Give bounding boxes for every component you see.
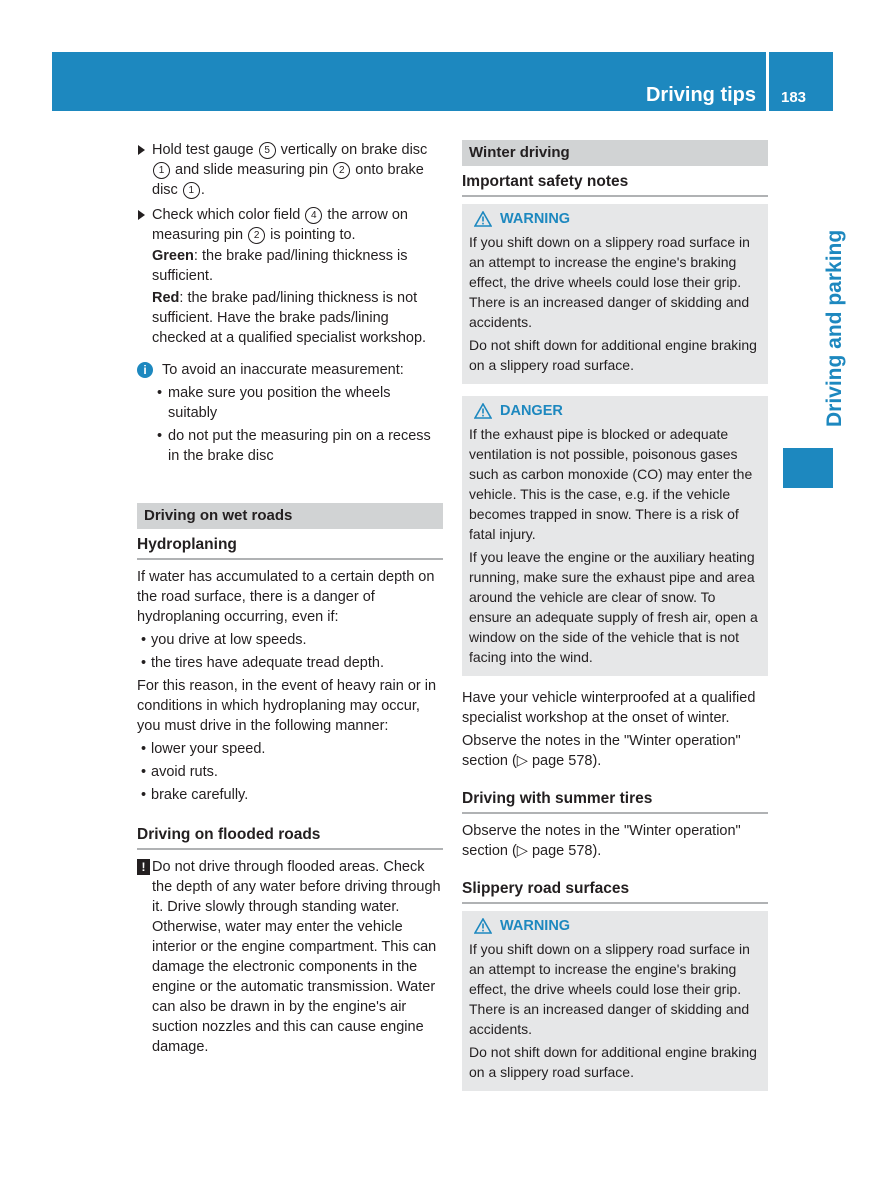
right-column [462, 140, 768, 1091]
page-number-box [769, 52, 833, 111]
step-text: is pointing to. [270, 227, 356, 243]
caution-text: Do not drive through flooded areas. Check the depth of any water before driving through it. Drive slowly through standing water. Otherwise, water may enter the vehicle interior or the engine compartment. This can damage the electronic components in the engine or the automatic transmission. Water can also be drawn in by the engine's air suction nozzles and this can cause engine damage. [152, 859, 441, 1055]
caution-note [137, 857, 443, 1057]
step-check-color [137, 205, 443, 245]
info-icon: i [137, 362, 153, 378]
callout-number: 5 [259, 142, 276, 159]
left-column [137, 140, 443, 1057]
step-text: Hold test gauge [152, 142, 254, 158]
result-text: : the brake pad/lining thickness is sufficient. [152, 248, 408, 284]
danger-label: DANGER [500, 403, 563, 419]
step-hold-gauge [137, 140, 443, 200]
hydroplaning-intro: If water has accumulated to a certain depth on the road surface, there is a danger of hydroplaning occurring, even if: [137, 569, 435, 625]
danger-text: If the exhaust pipe is blocked or adequate ventilation is not possible, poisonous gases such as carbon monoxide (CO) may enter the vehicle. This is the case, e.g. if the vehicle becomes trapped in snow. There is a risk of fatal injury. [469, 426, 753, 542]
list-item: • brake carefully. [137, 785, 443, 805]
warning-text: If you shift down on a slippery road surface in an attempt to increase the engine's braking effect, the drive wheels could lose their grip. There is an increased danger of skidding and accidents. [469, 941, 750, 1037]
callout-number: 2 [333, 162, 350, 179]
page-title: Driving tips [645, 84, 756, 106]
info-note [137, 360, 443, 380]
warning-text: Do not shift down for additional engine braking on a slippery road surface. [469, 337, 757, 373]
list-item: • you drive at low speeds. [137, 630, 443, 650]
danger-header [469, 401, 761, 421]
step-text: . [200, 182, 205, 198]
warning-triangle-icon [474, 403, 492, 419]
subsection-header-hydroplaning: Hydroplaning [137, 533, 443, 560]
callout-number: 2 [248, 227, 265, 244]
subsection-header-flooded: Driving on flooded roads [137, 823, 443, 850]
warning-label: WARNING [500, 918, 571, 934]
result-green [137, 246, 443, 286]
warning-text: Do not shift down for additional engine braking on a slippery road surface. [469, 1044, 757, 1080]
warning-box [462, 911, 768, 1091]
winter-text: Have your vehicle winterproofed at a qualified specialist workshop at the onset of winter. [462, 690, 756, 726]
warning-text: If you shift down on a slippery road surface in an attempt to increase the engine's braking effect, the drive wheels could lose their grip. There is an increased danger of skidding and accidents. [469, 234, 750, 330]
exclamation-icon: ! [137, 859, 150, 875]
list-item: • lower your speed. [137, 739, 443, 759]
chapter-side-tab: Driving and parking [823, 229, 846, 427]
list-item: • do not put the measuring pin on a recess in the brake disc [137, 426, 443, 466]
warning-triangle-icon [474, 211, 492, 227]
danger-text: If you leave the engine or the auxiliary heating running, make sure the exhaust pipe and area around the vehicle are clear of snow. To ensure an adequate supply of fresh air, open a window on the side of the vehicle that is not facing into the wind. [469, 549, 758, 665]
result-red [137, 288, 443, 348]
callout-number: 1 [153, 162, 170, 179]
list-item: • avoid ruts. [137, 762, 443, 782]
subsection-header-slippery: Slippery road surfaces [462, 877, 768, 904]
section-header-wet-roads: Driving on wet roads [137, 503, 443, 529]
hydroplaning-reason: For this reason, in the event of heavy rain or in conditions in which hydroplaning may occur, you must drive in the following manner: [137, 678, 437, 734]
section-header-winter: Winter driving [462, 140, 768, 166]
page-number: 183 [781, 89, 807, 106]
result-text: : the brake pad/lining thickness is not sufficient. Have the brake pads/lining checked at a qualified specialist workshop. [152, 290, 427, 346]
step-text: vertically on brake disc [280, 142, 428, 158]
warning-triangle-icon [474, 918, 492, 934]
warning-header [469, 916, 761, 936]
info-note-intro: To avoid an inaccurate measurement: [162, 362, 404, 378]
step-text: the arrow on measuring pin [152, 207, 408, 243]
subsection-header-summer-tires: Driving with summer tires [462, 787, 768, 814]
winter-text: Observe the notes in the "Winter operation" section (▷ page 578). [462, 733, 741, 769]
list-item: • the tires have adequate tread depth. [137, 653, 443, 673]
label-green: Green [152, 248, 194, 264]
step-text: onto brake disc [152, 162, 424, 198]
callout-number: 4 [305, 207, 322, 224]
warning-label: WARNING [500, 211, 571, 227]
danger-box [462, 396, 768, 676]
warning-box [462, 204, 768, 384]
header-bar [52, 52, 766, 111]
warning-header [469, 209, 761, 229]
subsection-header-safety: Important safety notes [462, 170, 768, 197]
label-red: Red [152, 290, 180, 306]
step-text: and slide measuring pin [175, 162, 329, 178]
list-item: • make sure you position the wheels suitably [137, 383, 443, 423]
summer-text: Observe the notes in the "Winter operation" section (▷ page 578). [462, 823, 741, 859]
callout-number: 1 [183, 182, 200, 199]
chapter-tab-marker [783, 448, 833, 488]
step-text: Check which color field [152, 207, 301, 223]
